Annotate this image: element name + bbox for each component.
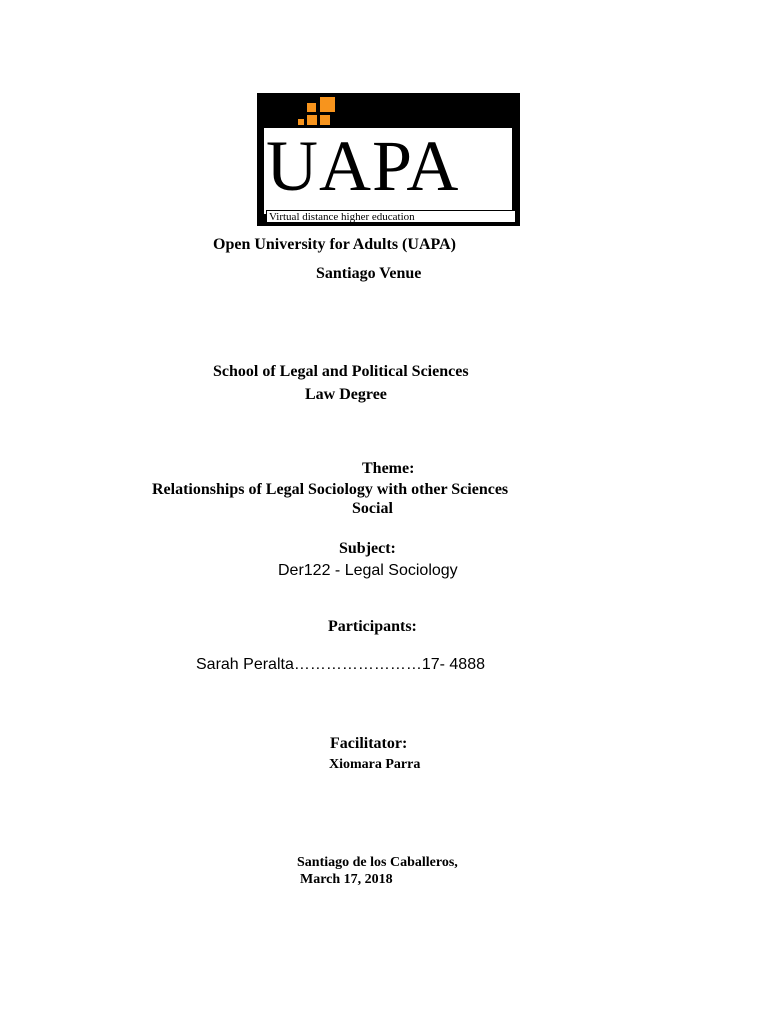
school-name: School of Legal and Political Sciences [213, 363, 469, 380]
logo-square-icon [307, 103, 316, 112]
theme-line-1: Relationships of Legal Sociology with other Sciences [152, 481, 509, 498]
logo-tagline: Virtual distance higher education [266, 210, 516, 223]
theme-label: Theme: [362, 460, 415, 477]
uapa-logo [257, 93, 520, 226]
subject-value: Der122 - Legal Sociology [278, 562, 458, 579]
facilitator-name: Xiomara Parra [329, 757, 421, 772]
footer-date: March 17, 2018 [300, 872, 393, 887]
footer-city: Santiago de los Caballeros, [297, 855, 458, 870]
participant-entry: Sarah Peralta……………………17- 4888 [196, 656, 485, 673]
logo-square-icon [307, 115, 317, 125]
logo-panel [264, 128, 512, 214]
venue-name: Santiago Venue [316, 265, 422, 282]
facilitator-label: Facilitator: [330, 735, 408, 752]
logo-wordmark: UAPA [266, 126, 460, 206]
participants-label: Participants: [328, 618, 417, 635]
university-name: Open University for Adults (UAPA) [213, 236, 456, 253]
logo-square-icon [320, 97, 335, 112]
degree-name: Law Degree [305, 386, 387, 403]
logo-square-icon [320, 115, 330, 125]
subject-label: Subject: [339, 540, 396, 557]
theme-line-2: Social [352, 500, 393, 517]
logo-square-icon [298, 119, 304, 125]
